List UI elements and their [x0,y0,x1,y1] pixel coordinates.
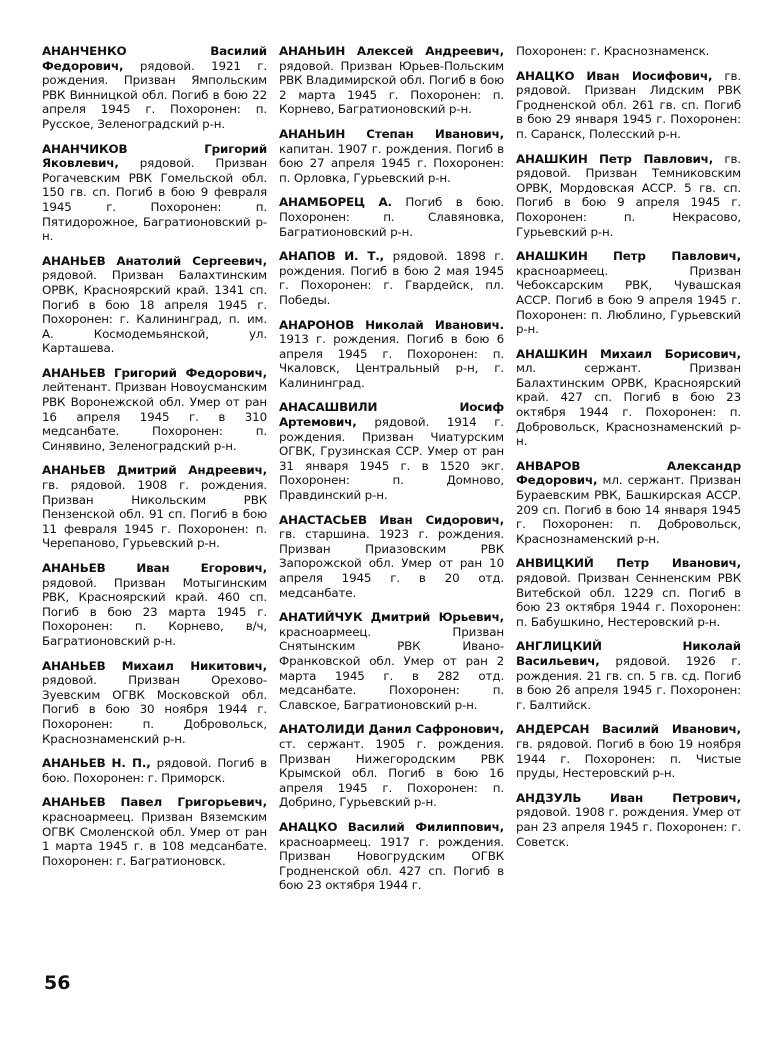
memorial-entry [516,639,741,712]
entry-surname: АНАЦКО [516,68,575,83]
memorial-entry [42,366,267,454]
memorial-entry [42,463,267,551]
entry-surname: АНАНЬЕВ [42,463,106,478]
entry-given-name: Василий Иванович, [602,722,741,737]
memorial-entry [42,659,267,747]
entry-surname: АНАШКИН [516,249,588,264]
entry-surname: АНГЛИЦКИЙ [516,639,602,654]
entry-details: рядовой. Погиб в бою. Похоронен: г. Приморск. [42,756,267,785]
entry-surname: АНАШКИН [516,151,588,166]
entries-columns [42,44,742,903]
entry-surname: АНВАРОВ [516,458,581,473]
entry-details: рядовой. 1914 г. рождения. Призван Чиатурским ОГВК, Грузинская ССР. Умер от ран 31 января 1945 г. в 1520 экг. Похоронен: п. Домново, Правдинский р-н. [279,415,504,503]
entry-given-name: Иван Петрович, [610,790,741,805]
entry-details: ст. сержант. 1905 г. рождения. Призван Нижегородским РВК Крымской обл. Погиб в бою 16 апреля 1945 г. Похоронен: п. Добрино, Гурьевский р-н. [279,736,504,810]
memorial-entry [279,44,504,117]
entry-surname: АНАЦКО [279,819,338,834]
entry-details: рядовой. Призван Рогачевским РВК Гомельской обл. 150 гв. сп. Погиб в бою 9 февраля 1945 г. Похоронен: п. Пятидорожное, Багратионовский р-н. [42,156,267,244]
entry-given-name: И. Т., [344,249,385,264]
memorial-entry [516,44,741,59]
entry-given-name: Дмитрий Андреевич, [116,463,267,478]
memorial-entry [516,556,741,629]
memorial-entry [42,254,267,356]
entry-surname: АНАШКИН [516,346,588,361]
entry-given-name: Иван Иосифович, [586,68,713,83]
entry-surname: АНАТИЙЧУК [279,610,363,625]
memorial-entry [279,127,504,185]
entry-details: Похоронен: г. Краснознаменск. [516,44,710,58]
entry-given-name: Павел Григорьевич, [120,795,267,810]
column-1 [42,44,267,903]
memorial-entry [42,795,267,868]
entry-details: гв. рядовой. Призван Лидским РВК Гродненской обл. 261 гв. сп. Погиб в бою 29 января 1945 г. Похоронен: п. Саранск, Полесский р-н. [516,68,741,141]
entry-details: гв. рядовой. 1908 г. рождения. Призван Никольским РВК Пензенской обл. 91 сп. Погиб в бою 11 февраля 1945 г. Похоронен: п. Черепаново, Гурьевский р-н. [42,478,267,551]
entry-given-name: Иван Егорович, [136,561,267,575]
entry-surname: АНАНЧЕНКО [42,44,127,58]
entry-details: мл. сержант. Призван Бураевским РВК, Башкирская АССР. 209 сп. Погиб в бою 14 января 1945 г. Похоронен: п. Добровольск, Краснознаменский р-н. [516,473,741,546]
entry-details: лейтенант. Призван Новоусманским РВК Воронежской обл. Умер от ран 16 апреля 1945 г. в 310 медсанбате. Похоронен: п. Синявино, Зеленоградский р-н. [42,380,267,453]
entry-surname: АНАНЬЕВ [42,756,106,771]
entry-details: рядовой. 1921 г. рождения. Призван Ямпольским РВК Винницкой обл. Погиб в бою 22 апреля 1945 г. Похоронен: п. Русское, Зеленоградский р-н. [42,58,267,131]
memorial-entry [42,756,267,785]
entry-surname: АНАСАШВИЛИ [279,400,378,415]
memorial-entry [279,513,504,601]
entry-surname: АНАСТАСЬЕВ [279,512,367,527]
memorial-entry [42,561,267,649]
entry-details: рядовой. Призван Сенненским РВК Витебской обл. 1229 сп. Погиб в бою 23 октября 1944 г. Похоронен: п. Бабушкино, Нестеровский р-н. [516,571,741,629]
entry-details: гв. рядовой. Погиб в бою 19 ноября 1944 г. Похоронен: п. Чистые пруды, Нестеровский р-н. [516,736,741,781]
memorial-entry [516,249,741,337]
entry-surname: АНВИЦКИЙ [516,556,594,571]
entry-surname: АНАТОЛИДИ [279,722,365,737]
page-number: 56 [44,972,71,994]
column-3 [516,44,741,903]
entry-given-name: Михаил Никитович, [121,658,267,673]
entry-given-name: Дмитрий Юрьевич, [370,610,504,625]
entry-given-name: Николай Иванович. [365,317,504,332]
entry-given-name: Василий Федорович, [42,44,267,73]
entry-details: 1913 г. рождения. Погиб в бою 6 апреля 1945 г. Похоронен: п. Чкаловск, Центральный р-н, г. Калининград. [279,332,504,390]
entry-details: мл. сержант. Призван Балахтинским ОРВК, Красноярский край. 427 сп. Погиб в бою 23 октября 1944 г. Похоронен: п. Добровольск, Краснознаменский р-н. [516,361,741,449]
entry-details: красноармеец. Призван Вяземским ОГВК Смоленской обл. Умер от ран 1 марта 1945 г. в 108 медсанбате. Похоронен: г. Багратионовск. [42,809,267,868]
entry-surname: АНАНЧИКОВ [42,141,128,156]
entry-given-name: Николай Васильевич, [516,639,741,668]
memorial-entry [279,610,504,712]
column-2 [279,44,504,903]
entry-details: рядовой. Призван Орехово-Зуевским ОГВК Московской обл. Погиб в бою 30 ноября 1944 г. Похоронен: п. Добровольск, Краснознаменский р-н. [42,673,267,746]
entry-surname: АНАНЬЕВ [42,561,106,575]
entry-surname: АНАПОВ [279,249,336,264]
entry-given-name: Григорий Яковлевич, [42,141,267,171]
entry-given-name: Анатолий Сергеевич, [116,253,267,268]
entry-details: гв. рядовой. Призван Темниковским ОРВК, Мордовская АССР. 5 гв. сп. Погиб в бою 9 апреля 1945 г. Похоронен: п. Некрасово, Гурьевский р-н. [516,151,741,239]
entry-given-name: Петр Павлович, [612,249,741,264]
entry-details: рядовой. 1926 г. рождения. 21 гв. сп. 5 гв. сд. Погиб в бою 26 апреля 1945 г. Похоронен: г. Балтийск. [516,653,741,712]
entry-given-name: Степан Иванович, [366,126,504,141]
entry-details: красноармеец. Призван Чебоксарским РВК, Чувашская АССР. Погиб в бою 9 апреля 1945 г. Похоронен: п. Люблино, Гурьевский р-н. [516,263,741,337]
entry-details: рядовой. Призван Юрьев-Польским РВК Владимирской обл. Погиб в бою 2 марта 1945 г. Похоронен: п. Корнево, Багратионовский р-н. [279,58,504,117]
entry-given-name: Иосиф Артемович, [279,400,504,430]
memorial-entry [516,722,741,780]
entry-given-name: Петр Иванович, [616,556,741,571]
entry-surname: АНАРОНОВ [279,317,355,332]
memorial-entry [516,791,741,849]
memorial-entry [279,400,504,502]
entry-surname: АНДЕРСАН [516,722,590,737]
entry-details: рядовой. 1898 г. рождения. Погиб в бою 2 мая 1945 г. Похоронен: г. Гвардейск, пл. Победы. [279,249,504,307]
entry-surname: АНАНЬЕВ [42,365,106,380]
entry-details: красноармеец. Призван Снятынским РВК Ивано-Франковской обл. Умер от ран 2 марта 1945 г. в 282 отд. медсанбате. Похоронен: п. Славское, Багратионовский р-н. [279,624,504,712]
entry-surname: АНАНЬИН [279,126,346,141]
memorial-entry [42,44,267,132]
entry-given-name: Н. П., [111,756,151,771]
entry-details: красноармеец. 1917 г. рождения. Призван Новогрудским ОГВК Гродненской обл. 427 сп. Погиб в бою 23 октября 1944 г. [279,834,504,893]
entry-given-name: Иван Сидорович, [379,512,504,527]
memorial-entry [516,459,741,547]
entry-surname: АНАНЬЕВ [42,253,106,268]
memorial-entry [279,318,504,391]
entry-details: гв. старшина. 1923 г. рождения. Призван Приазовским РВК Запорожской обл. Умер от ран 10 апреля 1945 г. в 20 отд. медсанбате. [279,527,504,600]
entry-details: рядовой. Призван Балахтинским ОРВК, Красноярский край. 1341 сп. Погиб в бою 18 апреля 1945 г. Похоронен: г. Калининград, п. им. А. Космодемьянской, ул. Карташева. [42,268,267,356]
entry-surname: АНАНЬЕВ [42,658,106,673]
memorial-entry [279,820,504,893]
entry-given-name: Алексей Андреевич, [356,44,504,58]
entry-surname: АНАМБОРЕЦ [279,195,365,210]
memorial-entry [42,142,267,244]
memorial-entry [516,347,741,449]
entry-surname: АНАНЬИН [279,44,346,58]
entry-given-name: А. [378,195,392,210]
entry-surname: АНДЗУЛЬ [516,790,582,805]
entry-given-name: Петр Павлович, [598,151,714,166]
entry-details: рядовой. 1908 г. рождения. Умер от ран 23 апреля 1945 г. Похоронен: г. Советск. [516,805,741,849]
memorial-entry [516,152,741,240]
entry-details: Погиб в бою. Похоронен: п. Славяновка, Багратионовский р-н. [279,195,504,239]
entry-given-name: Михаил Борисович, [599,346,741,361]
entry-given-name: Григорий Федорович, [114,365,267,380]
memorial-entry [279,195,504,239]
entry-given-name: Данил Сафронович, [368,722,504,737]
entry-given-name: Василий Филиппович, [347,819,504,834]
memorial-entry [279,249,504,307]
entry-given-name: Александр Федорович, [516,458,741,488]
memorial-entry [279,722,504,810]
entry-surname: АНАНЬЕВ [42,795,106,810]
entry-details: рядовой. Призван Мотыгинским РВК, Красноярский край. 460 сп. Погиб в бою 23 марта 1945 г. Похоронен: п. Корнево, в/ч, Багратионовский р-н. [42,575,267,648]
memorial-entry [516,69,741,142]
entry-details: капитан. 1907 г. рождения. Погиб в бою 27 апреля 1945 г. Похоронен: п. Орловка, Гурьевский р-н. [279,141,504,185]
